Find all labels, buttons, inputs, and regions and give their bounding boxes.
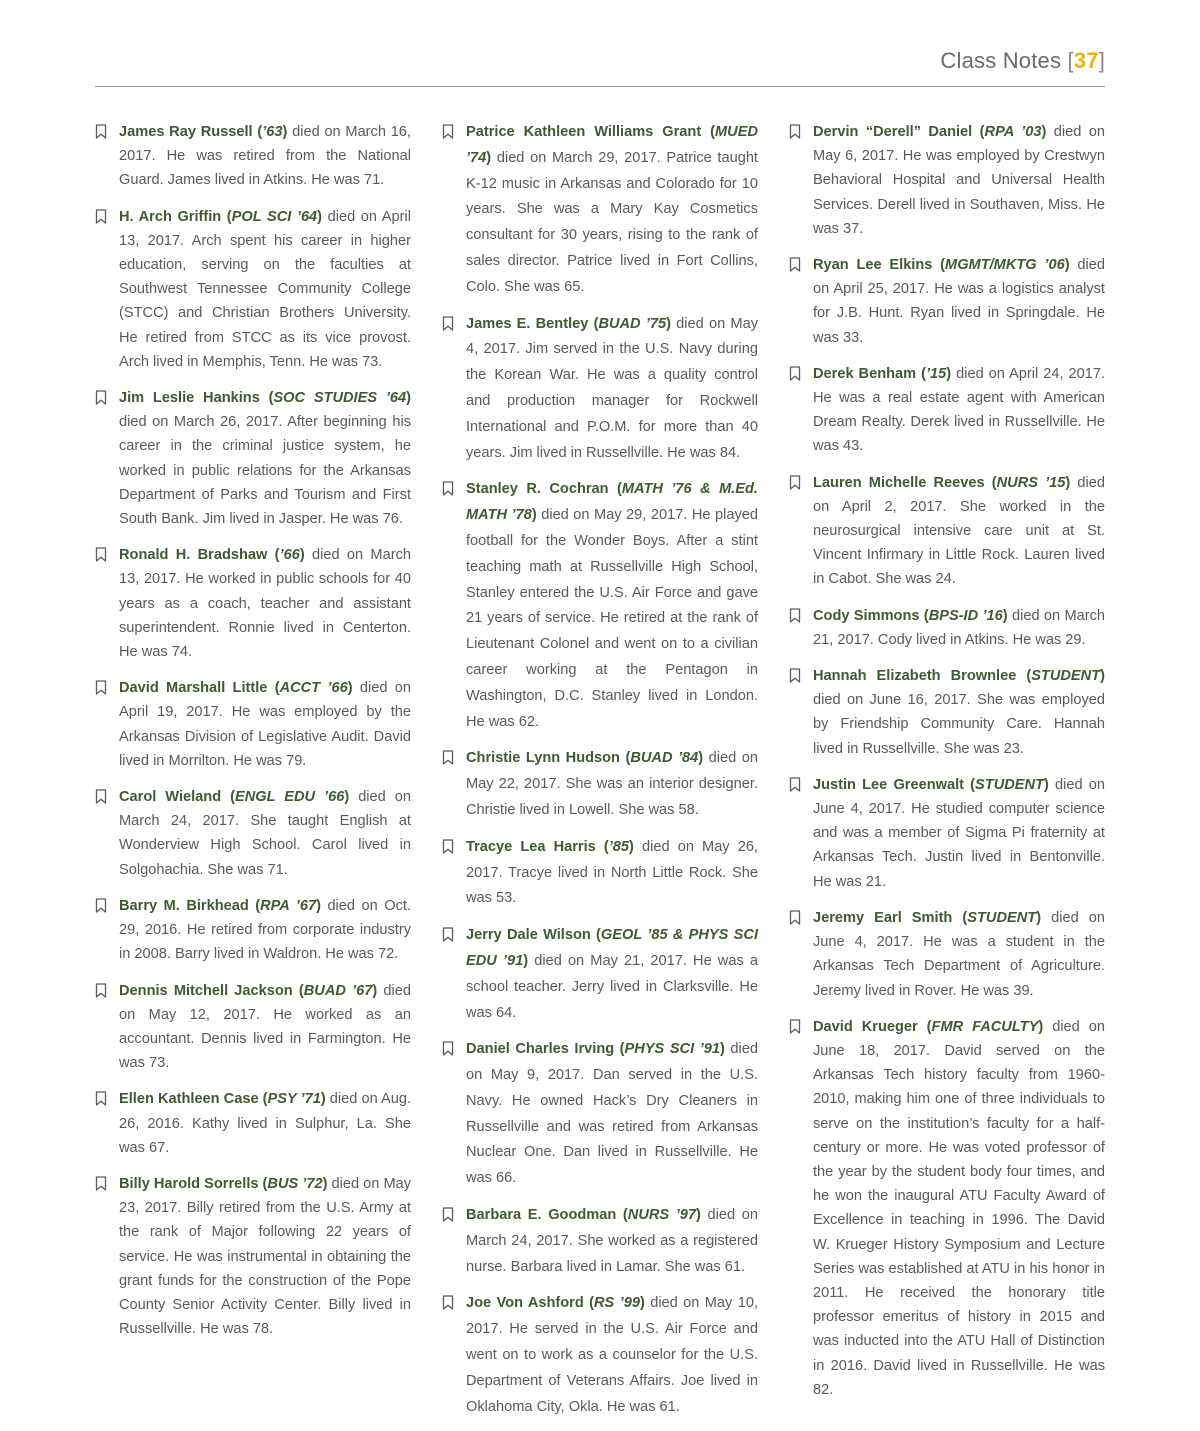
person-name — [813, 124, 1046, 140]
bookmark-icon — [789, 604, 813, 623]
name-close: ) — [629, 838, 634, 855]
obituary-entry — [789, 471, 1105, 592]
person-name — [813, 910, 1041, 926]
entry-text — [813, 471, 1105, 592]
name-close: ) — [1100, 668, 1105, 685]
degree-label: RS ’99 — [594, 1295, 640, 1312]
person-name — [813, 668, 1105, 684]
entry-text — [466, 1291, 758, 1420]
obituary-entry — [789, 120, 1105, 241]
name-label: Daniel Charles Irving ( — [466, 1041, 625, 1058]
entry-text — [813, 120, 1105, 241]
name-label: Billy Harold Sorrells ( — [119, 1175, 268, 1192]
person-name — [119, 789, 349, 805]
degree-label: PSY ’71 — [267, 1091, 321, 1108]
name-label: Jeremy Earl Smith ( — [813, 909, 968, 926]
entry-body: died on May 9, 2017. Dan served in the U.S. Navy. He owned Hack’s Dry Cleaners in Russellville and was retired from Arkansas Nuclear One. Dan lived in Russellville. He was 66. — [466, 1041, 758, 1187]
name-label: James E. Bentley ( — [466, 315, 599, 332]
name-label: Stanley R. Cochran ( — [466, 481, 622, 498]
degree-label: BUAD ’67 — [303, 982, 373, 999]
entry-body: died on May 4, 2017. Jim served in the U.S. Navy during the Korean War. He was a quality control and production manager for Rockwell International and P.O.M. for more than 40 years. Jim lived in Russellville. He was 84. — [466, 315, 758, 461]
degree-label: ENGL EDU ’66 — [234, 789, 345, 806]
bookmark-icon — [442, 835, 466, 854]
name-close: ) — [1043, 776, 1049, 793]
bookmark-icon — [789, 253, 813, 272]
degree-label: MATH ’76 & M.Ed. MATH ’78 — [466, 481, 758, 524]
bookmark-icon — [789, 120, 813, 139]
name-close: ) — [1036, 909, 1042, 926]
entry-body: died on March 13, 2017. He worked in public schools for 40 years as a coach, teacher and assistant superintendent. Ronnie lived in Centerton. He was 74. — [119, 547, 411, 661]
obituary-entry — [442, 835, 758, 912]
obituary-entry — [95, 1172, 411, 1341]
degree-label: ’15 — [925, 365, 947, 382]
entry-body: died on June 4, 2017. He was a student in the Arkansas Tech Department of Agriculture. Jeremy lived in Rover. He was 39. — [813, 909, 1105, 999]
degree-label: PHYS SCI ’91 — [624, 1041, 720, 1058]
entry-text — [119, 785, 411, 882]
entry-body: died on March 16, 2017. He was retired from the National Guard. James lived in Atkins. He was 71. — [119, 124, 411, 189]
column-2 — [442, 120, 758, 1431]
obituary-entry — [442, 1203, 758, 1280]
entry-body: died on May 12, 2017. He worked as an accountant. Dennis lived in Farmington. He was 73. — [119, 982, 411, 1072]
name-close: ) — [1041, 124, 1047, 140]
degree-label: ’85 — [608, 838, 630, 855]
degree-label: BUS ’72 — [267, 1175, 323, 1192]
page-header — [940, 48, 1105, 74]
obituary-entry — [789, 773, 1105, 894]
entry-body: died on March 24, 2017. She taught English at Wonderview High School. Carol lived in Solgohachia. She was 71. — [119, 789, 412, 878]
entry-body: died on April 25, 2017. He was a logistics analyst for J.B. Hunt. Ryan lived in Springdale. He was 33. — [813, 257, 1105, 346]
bookmark-icon — [442, 923, 466, 942]
bookmark-icon — [95, 785, 119, 804]
name-close: ) — [372, 982, 378, 999]
person-name — [466, 1295, 645, 1311]
name-label: Tracye Lea Harris ( — [466, 838, 609, 855]
degree-label: ACCT ’66 — [279, 680, 348, 697]
entry-text — [466, 835, 758, 912]
name-close: ) — [322, 1175, 328, 1192]
name-close: ) — [299, 547, 305, 564]
bookmark-icon — [442, 1037, 466, 1056]
bookmark-icon — [789, 1015, 813, 1034]
entry-body: died on March 21, 2017. Cody lived in Atkins. He was 29. — [813, 607, 1105, 648]
name-close: ) — [320, 1091, 326, 1108]
entry-body: died on Aug. 26, 2016. Kathy lived in Sulphur, La. She was 67. — [119, 1091, 411, 1156]
name-label: Ronald H. Bradshaw ( — [119, 547, 280, 564]
name-close: ) — [639, 1295, 645, 1312]
degree-label: RPA ’03 — [984, 124, 1042, 140]
obituary-entry — [442, 923, 758, 1026]
header-rule — [95, 86, 1105, 87]
entry-text — [466, 923, 758, 1026]
bookmark-icon — [789, 471, 813, 490]
degree-label: NURS ’97 — [627, 1207, 697, 1224]
name-close: ) — [282, 124, 288, 140]
bookmark-icon — [442, 1203, 466, 1222]
bookmark-icon — [95, 1087, 119, 1106]
degree-label: STUDENT — [967, 909, 1037, 926]
obituary-entry — [95, 894, 411, 967]
name-label: Dennis Mitchell Jackson ( — [119, 982, 304, 999]
name-label: Joe Von Ashford ( — [466, 1295, 595, 1312]
obituary-entry — [442, 120, 758, 301]
entry-text — [466, 1037, 758, 1192]
obituary-entry — [95, 120, 411, 193]
obituary-entry — [95, 386, 411, 531]
entry-text — [813, 906, 1105, 1003]
entry-body: died on June 16, 2017. She was employed by Friendship Community Care. Hannah lived in Russellville. She was 23. — [813, 692, 1105, 757]
person-name — [119, 983, 377, 999]
name-close: ) — [316, 897, 321, 914]
bookmark-icon — [95, 676, 119, 695]
name-close: ) — [1038, 1018, 1044, 1035]
entry-body: died on Oct. 29, 2016. He retired from corporate industry in 2008. Barry lived in Waldron. He was 72. — [119, 897, 411, 963]
degree-label: ’63 — [262, 124, 283, 140]
name-close: ) — [523, 952, 529, 969]
bookmark-icon — [95, 979, 119, 998]
bookmark-icon — [442, 477, 466, 496]
entry-text — [119, 386, 411, 531]
bookmark-icon — [95, 120, 119, 139]
name-close: ) — [666, 315, 671, 332]
obituary-entry — [95, 979, 411, 1076]
name-label: Jim Leslie Hankins ( — [119, 390, 274, 407]
column-3 — [789, 120, 1105, 1431]
entry-text — [119, 543, 411, 664]
entry-text — [466, 477, 758, 735]
bookmark-icon — [95, 894, 119, 913]
entry-body: died on April 24, 2017. He was a real estate agent with American Dream Realty. Derek lived in Russellville. He was 43. — [813, 365, 1105, 455]
obituary-entry — [95, 1087, 411, 1160]
degree-label: STUDENT — [975, 776, 1044, 793]
entry-text — [119, 205, 411, 374]
name-label: Barbara E. Goodman ( — [466, 1207, 628, 1224]
obituary-entry — [95, 205, 411, 374]
name-close: ) — [531, 507, 537, 524]
name-label: H. Arch Griffin ( — [119, 208, 232, 225]
entry-text — [813, 773, 1105, 894]
entry-text — [813, 604, 1105, 652]
degree-label: SOC STUDIES ’64 — [273, 390, 407, 407]
name-label: Cody Simmons ( — [813, 607, 929, 624]
entry-text — [119, 120, 411, 193]
entry-text — [466, 312, 758, 467]
bracket-close: ] — [1098, 48, 1105, 73]
person-name — [813, 475, 1070, 491]
name-close: ) — [1064, 257, 1070, 274]
person-name — [119, 1176, 327, 1192]
bookmark-icon — [442, 746, 466, 765]
obituary-entry — [442, 312, 758, 467]
name-close: ) — [1002, 607, 1008, 624]
entry-text — [813, 1015, 1105, 1402]
obituary-entry — [442, 746, 758, 823]
person-name — [119, 898, 321, 914]
entry-body: died on April 13, 2017. Arch spent his career in higher education, serving on the faculties at Southwest Tennessee Community College (STCC) and Christian Brothers University. He retired from STCC as its vice provost. Arch lived in Memphis, Tenn. He was 73. — [119, 208, 411, 370]
obituary-entry — [442, 1291, 758, 1420]
name-label: Barry M. Birkhead ( — [119, 897, 261, 914]
person-name — [119, 547, 305, 563]
degree-label: NURS ’15 — [996, 474, 1066, 491]
degree-label: BUAD ’84 — [630, 750, 699, 767]
page-number: 37 — [1073, 48, 1099, 73]
person-name — [119, 390, 411, 406]
entry-text — [466, 746, 758, 823]
name-close: ) — [1065, 474, 1071, 491]
entry-body: died on May 10, 2017. He served in the U.S. Air Force and went on to work as a counselor for the U.S. Department of Veterans Affairs. Joe lived in Oklahoma City, Okla. He was 61. — [466, 1295, 759, 1415]
entry-body: died on May 6, 2017. He was employed by Crestwyn Behavioral Hospital and Universal Health Services. Derell lived in Southaven, Miss. He was 37. — [813, 124, 1105, 237]
person-name — [119, 1091, 326, 1107]
bookmark-icon — [789, 362, 813, 381]
entry-text — [119, 1172, 411, 1341]
degree-label: FMR FACULTY — [931, 1018, 1039, 1035]
name-label: Patrice Kathleen Williams Grant ( — [466, 124, 716, 140]
degree-label: BPS-ID ’16 — [928, 607, 1003, 624]
obituary-entry — [442, 477, 758, 735]
person-name — [466, 839, 634, 855]
bookmark-icon — [95, 543, 119, 562]
name-close: ) — [719, 1041, 725, 1058]
section-title: Class Notes — [940, 48, 1068, 73]
degree-label: MUED ’74 — [466, 124, 758, 166]
name-label: Christie Lynn Hudson ( — [466, 750, 631, 767]
bookmark-icon — [442, 312, 466, 331]
entry-body: died on March 24, 2017. She worked as a registered nurse. Barbara lived in Lamar. She was 61. — [466, 1207, 758, 1275]
degree-label: BUAD ’75 — [598, 315, 667, 332]
degree-label: MGMT/MKTG ’06 — [945, 257, 1065, 274]
degree-label: ’66 — [279, 547, 300, 564]
bookmark-icon — [442, 1291, 466, 1310]
person-name — [466, 750, 703, 766]
person-name — [813, 257, 1070, 273]
bookmark-icon — [95, 386, 119, 405]
entry-text — [813, 664, 1105, 761]
entry-body: died on May 26, 2017. Tracye lived in North Little Rock. She was 53. — [466, 838, 758, 907]
name-close: ) — [698, 750, 704, 767]
name-label: Derek Benham ( — [813, 365, 926, 382]
name-label: James Ray Russell ( — [119, 124, 263, 140]
person-name — [466, 316, 671, 332]
person-name — [119, 124, 287, 140]
person-name — [119, 680, 353, 696]
name-close: ) — [946, 365, 952, 382]
obituary-columns — [95, 120, 1105, 1431]
name-close: ) — [344, 789, 350, 806]
entry-body: died on April 2, 2017. She worked in the neurosurgical intensive care unit at St. Vincent Infirmary in Little Rock. Lauren lived in Cabot. She was 24. — [813, 474, 1105, 588]
bookmark-icon — [95, 1172, 119, 1191]
entry-text — [466, 120, 758, 301]
bookmark-icon — [789, 906, 813, 925]
obituary-entry — [95, 676, 411, 773]
obituary-entry — [789, 906, 1105, 1003]
entry-text — [119, 894, 411, 967]
name-close: ) — [696, 1207, 701, 1224]
person-name — [119, 209, 322, 225]
degree-label: GEOL ’85 & PHYS SCI EDU ’91 — [466, 927, 758, 969]
bracket-open: [ — [1067, 48, 1074, 73]
name-label: David Marshall Little ( — [119, 680, 280, 697]
entry-text — [119, 1087, 411, 1160]
obituary-entry — [789, 664, 1105, 761]
entry-text — [119, 676, 411, 773]
person-name — [813, 608, 1008, 624]
degree-label: STUDENT — [1031, 668, 1101, 685]
entry-body: died on June 4, 2017. He studied computer science and was a member of Sigma Pi fraternity at Arkansas Tech. Justin lived in Bentonville. He was 21. — [813, 776, 1105, 890]
entry-body: died on May 23, 2017. Billy retired from the U.S. Army at the rank of Major following 22 years of service. He was instrumental in obtaining the grant funds for the construction of the Pope County Senior Activity Center. Billy lived in Russellville. He was 78. — [119, 1175, 412, 1338]
obituary-entry — [789, 253, 1105, 350]
entry-body: died on May 22, 2017. She was an interior designer. Christie lived in Lowell. She was 58. — [466, 750, 759, 818]
entry-text — [813, 253, 1105, 350]
name-label: Ryan Lee Elkins ( — [813, 257, 946, 274]
person-name — [813, 1019, 1043, 1035]
obituary-entry — [95, 785, 411, 882]
name-label: Ellen Kathleen Case ( — [119, 1091, 268, 1108]
bookmark-icon — [789, 773, 813, 792]
name-label: Carol Wieland ( — [119, 789, 235, 806]
name-label: Hannah Elizabeth Brownlee ( — [813, 668, 1032, 685]
person-name — [813, 366, 951, 382]
name-label: Dervin “Derell” Daniel ( — [813, 124, 985, 140]
column-1 — [95, 120, 411, 1431]
name-label: David Krueger ( — [813, 1018, 932, 1035]
degree-label: RPA ’67 — [260, 897, 317, 914]
bookmark-icon — [789, 664, 813, 683]
name-label: Jerry Dale Wilson ( — [466, 927, 601, 944]
entry-text — [813, 362, 1105, 459]
entry-body: died on March 29, 2017. Patrice taught K-12 music in Arkansas and Colorado for 10 years. She was a Mary Kay Cosmetics consultant for 30 years, rising to the rank of sales director. Patrice lived in Fort Collins, Colo. She was 65. — [466, 149, 758, 295]
bookmark-icon — [442, 120, 466, 139]
person-name — [466, 1041, 725, 1057]
obituary-entry — [442, 1037, 758, 1192]
name-close: ) — [406, 390, 411, 407]
degree-label: POL SCI ’64 — [231, 208, 318, 225]
name-label: Justin Lee Greenwalt ( — [813, 776, 976, 793]
name-close: ) — [347, 680, 353, 697]
entry-body: died on June 18, 2017. David served on the Arkansas Tech history faculty from 1960-2010, making him one of three individuals to serve on the institution’s faculty for a half-century or more. He was voted professor of the year by the student body four times, and he won the inaugural ATU Faculty Award of Excellence in teaching in 1996. The David W. Krueger History Symposium and Lecture Series was established at ATU in his honor in 2011. He received the honorary title professor emeritus of history in 2015 and was inducted into the ATU Hall of Distinction in 2016. David lived in Russellville. He was 82. — [813, 1018, 1106, 1398]
name-label: Lauren Michelle Reeves ( — [813, 474, 997, 491]
entry-text — [119, 979, 411, 1076]
entry-body: died on March 26, 2017. After beginning his career in the criminal justice system, he worked in public relations for the Arkansas Department of Parks and Tourism and First South Bank. Jim lived in Jasper. He was 76. — [119, 414, 411, 528]
obituary-entry — [789, 1015, 1105, 1402]
entry-text — [466, 1203, 758, 1280]
person-name — [466, 1207, 701, 1223]
entry-body: died on May 29, 2017. He played football for the Wonder Boys. After a stint teaching math at Russellville High School, Stanley entered the U.S. Air Force and gave 21 years of service. He retired at the rank of Lieutenant Colonel and went on to a civilian career working at the Pentagon in Washington, D.C. Stanley lived in London. He was 62. — [466, 507, 758, 730]
entry-body: died on May 21, 2017. He was a school teacher. Jerry lived in Clarksville. He was 64. — [466, 952, 758, 1021]
obituary-entry — [789, 604, 1105, 652]
person-name — [813, 777, 1049, 793]
name-close: ) — [317, 208, 323, 225]
obituary-entry — [789, 362, 1105, 459]
bookmark-icon — [95, 205, 119, 224]
entry-body: died on April 19, 2017. He was employed by the Arkansas Division of Legislative Audit. David lived in Morrilton. He was 79. — [119, 680, 412, 769]
name-close: ) — [486, 149, 492, 166]
obituary-entry — [95, 543, 411, 664]
